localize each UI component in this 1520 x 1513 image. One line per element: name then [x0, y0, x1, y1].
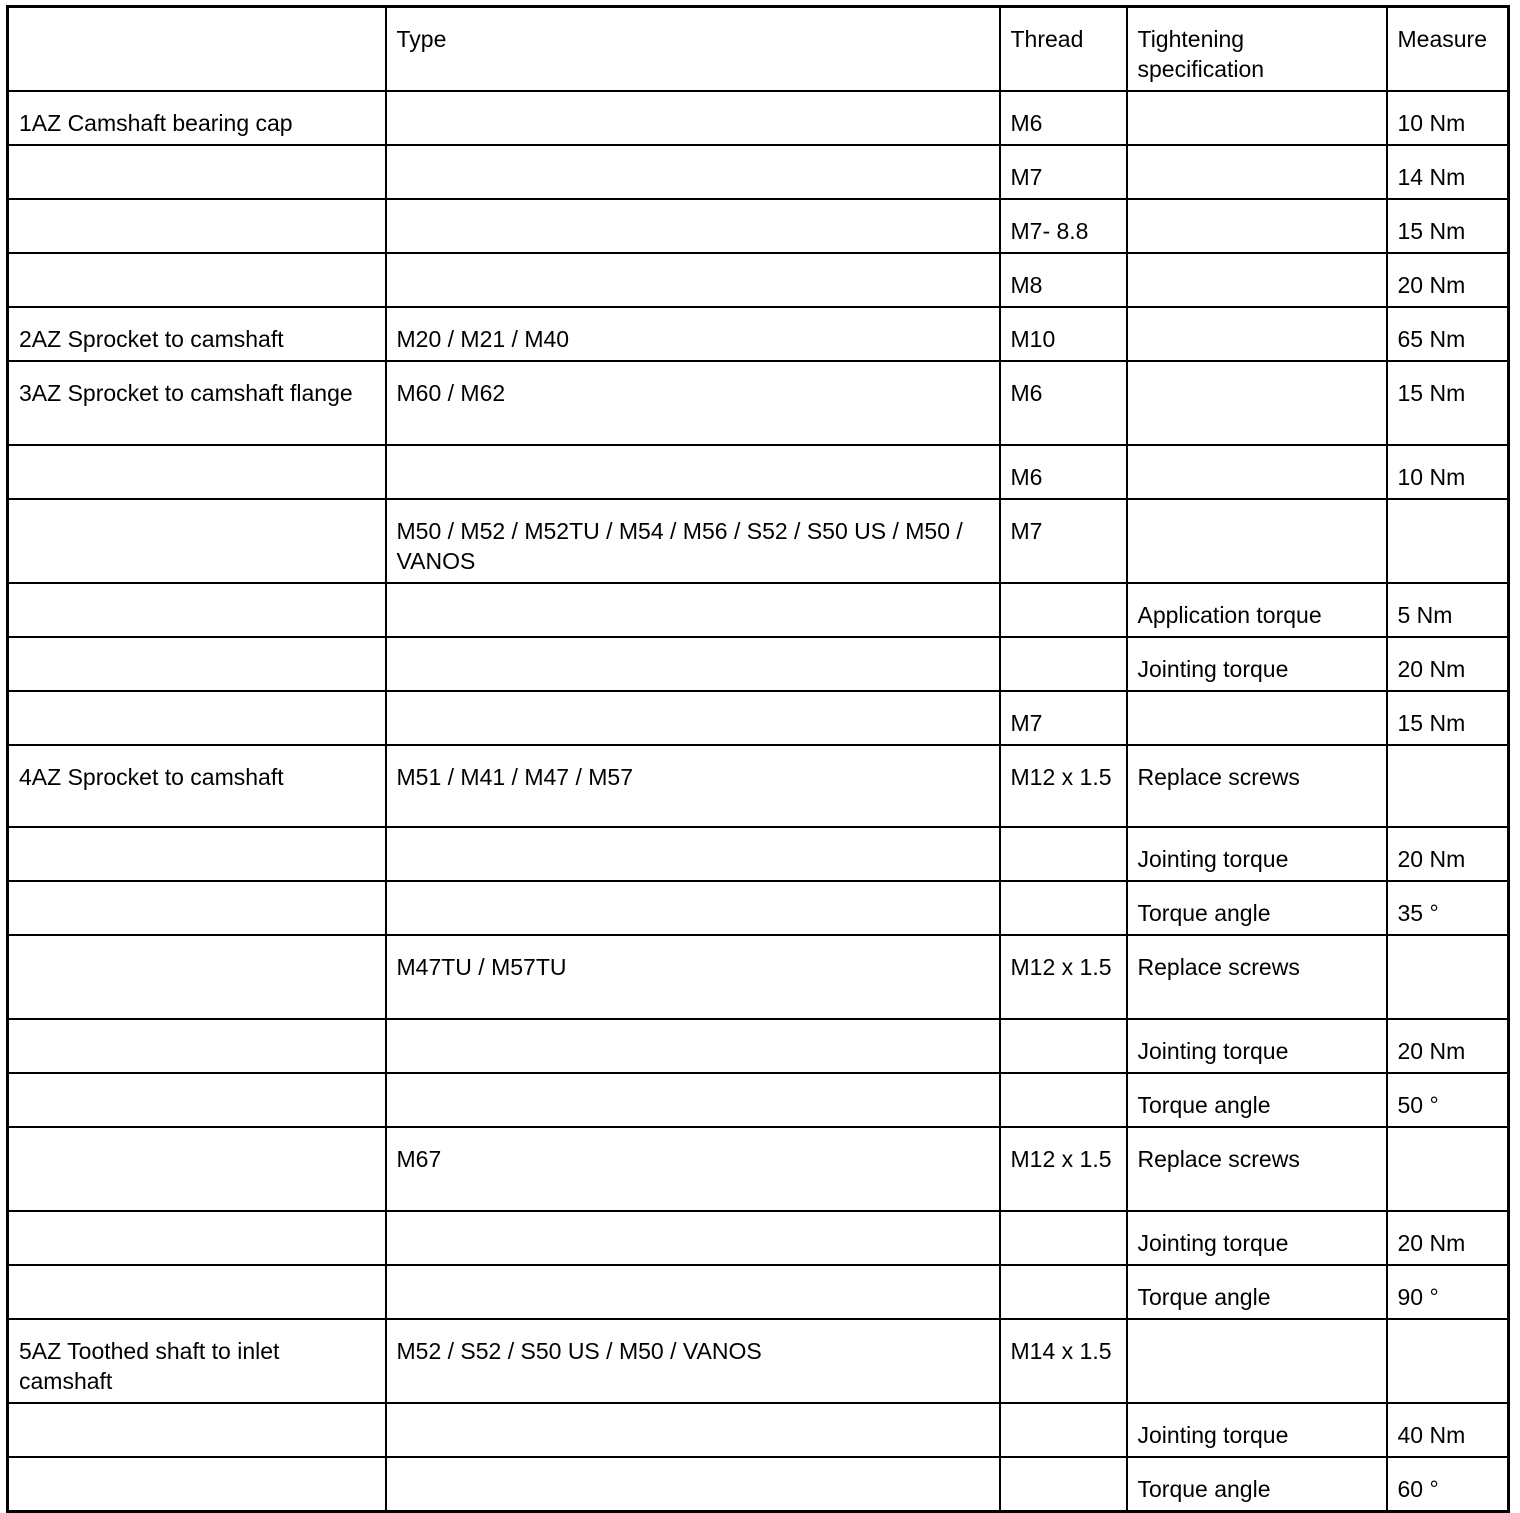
spec-cell [1127, 1319, 1387, 1403]
measure-cell: 15 Nm [1387, 361, 1509, 445]
table-row [8, 827, 1509, 881]
thread-cell: M7 [1000, 691, 1127, 745]
thread-cell [1000, 1019, 1127, 1073]
spec-cell [1127, 145, 1387, 199]
component-cell [8, 637, 386, 691]
table-row [8, 745, 1509, 827]
thread-cell: M14 x 1.5 [1000, 1319, 1127, 1403]
spec-cell [1127, 499, 1387, 583]
spec-cell: Torque angle [1127, 881, 1387, 935]
measure-cell: 35 ° [1387, 881, 1509, 935]
table-row [8, 1265, 1509, 1319]
measure-cell: 10 Nm [1387, 445, 1509, 499]
type-cell [386, 145, 1000, 199]
measure-cell: 15 Nm [1387, 199, 1509, 253]
type-cell [386, 91, 1000, 145]
type-cell [386, 1403, 1000, 1457]
component-cell: 3AZ Sprocket to camshaft flange [8, 361, 386, 445]
type-cell [386, 253, 1000, 307]
table-row [8, 881, 1509, 935]
table-row [8, 145, 1509, 199]
thread-cell: M6 [1000, 361, 1127, 445]
spec-cell: Application torque [1127, 583, 1387, 637]
component-cell [8, 1073, 386, 1127]
spec-cell: Torque angle [1127, 1073, 1387, 1127]
type-cell [386, 445, 1000, 499]
spec-cell: Replace screws [1127, 1127, 1387, 1211]
component-cell [8, 1265, 386, 1319]
spec-cell [1127, 361, 1387, 445]
thread-cell: M6 [1000, 91, 1127, 145]
table-row [8, 935, 1509, 1019]
type-cell: M60 / M62 [386, 361, 1000, 445]
thread-cell: M10 [1000, 307, 1127, 361]
spec-cell [1127, 691, 1387, 745]
type-cell [386, 691, 1000, 745]
measure-cell: 40 Nm [1387, 1403, 1509, 1457]
spec-cell: Jointing torque [1127, 1403, 1387, 1457]
component-cell [8, 583, 386, 637]
measure-cell: 20 Nm [1387, 1211, 1509, 1265]
header-spec: Tightening specification [1127, 7, 1387, 92]
spec-cell: Jointing torque [1127, 1019, 1387, 1073]
table-row [8, 1211, 1509, 1265]
component-cell [8, 1019, 386, 1073]
measure-cell: 20 Nm [1387, 827, 1509, 881]
component-cell [8, 827, 386, 881]
thread-cell [1000, 583, 1127, 637]
component-cell [8, 199, 386, 253]
thread-cell [1000, 1211, 1127, 1265]
type-cell [386, 583, 1000, 637]
table-row [8, 499, 1509, 583]
spec-cell: Torque angle [1127, 1457, 1387, 1512]
measure-cell: 10 Nm [1387, 91, 1509, 145]
component-cell [8, 1127, 386, 1211]
measure-cell: 60 ° [1387, 1457, 1509, 1512]
component-cell: 1AZ Camshaft bearing cap [8, 91, 386, 145]
thread-cell [1000, 881, 1127, 935]
component-cell [8, 1457, 386, 1512]
torque-spec-table [6, 5, 1510, 1513]
measure-cell [1387, 1127, 1509, 1211]
type-cell [386, 881, 1000, 935]
measure-cell: 20 Nm [1387, 1019, 1509, 1073]
thread-cell: M12 x 1.5 [1000, 935, 1127, 1019]
component-cell [8, 499, 386, 583]
component-cell [8, 691, 386, 745]
header-row [8, 7, 1509, 92]
measure-cell: 65 Nm [1387, 307, 1509, 361]
measure-cell [1387, 1319, 1509, 1403]
type-cell [386, 1211, 1000, 1265]
header-measure: Measure [1387, 7, 1509, 92]
type-cell: M67 [386, 1127, 1000, 1211]
spec-cell: Replace screws [1127, 935, 1387, 1019]
component-cell: 5AZ Toothed shaft to inlet camshaft [8, 1319, 386, 1403]
measure-cell: 20 Nm [1387, 253, 1509, 307]
measure-cell [1387, 935, 1509, 1019]
spec-cell [1127, 91, 1387, 145]
table-row [8, 307, 1509, 361]
table-row [8, 691, 1509, 745]
type-cell: M20 / M21 / M40 [386, 307, 1000, 361]
thread-cell: M12 x 1.5 [1000, 1127, 1127, 1211]
type-cell: M51 / M41 / M47 / M57 [386, 745, 1000, 827]
component-cell [8, 145, 386, 199]
component-cell [8, 1211, 386, 1265]
thread-cell [1000, 1457, 1127, 1512]
component-cell: 2AZ Sprocket to camshaft [8, 307, 386, 361]
spec-cell: Jointing torque [1127, 827, 1387, 881]
spec-cell [1127, 307, 1387, 361]
measure-cell [1387, 499, 1509, 583]
measure-cell: 5 Nm [1387, 583, 1509, 637]
table-row [8, 253, 1509, 307]
header-type: Type [386, 7, 1000, 92]
header-component [8, 7, 386, 92]
thread-cell [1000, 1265, 1127, 1319]
thread-cell: M7 [1000, 499, 1127, 583]
table-row [8, 637, 1509, 691]
component-cell [8, 445, 386, 499]
table-row [8, 1319, 1509, 1403]
type-cell [386, 827, 1000, 881]
spec-cell: Torque angle [1127, 1265, 1387, 1319]
table-row [8, 445, 1509, 499]
table-row [8, 1403, 1509, 1457]
type-cell [386, 1457, 1000, 1512]
type-cell [386, 1019, 1000, 1073]
table-row [8, 91, 1509, 145]
component-cell [8, 1403, 386, 1457]
spec-cell: Jointing torque [1127, 1211, 1387, 1265]
table-row [8, 1127, 1509, 1211]
type-cell: M52 / S52 / S50 US / M50 / VANOS [386, 1319, 1000, 1403]
table-row [8, 583, 1509, 637]
component-cell [8, 935, 386, 1019]
table-row [8, 361, 1509, 445]
thread-cell: M7- 8.8 [1000, 199, 1127, 253]
type-cell [386, 637, 1000, 691]
component-cell [8, 253, 386, 307]
thread-cell [1000, 1403, 1127, 1457]
type-cell: M47TU / M57TU [386, 935, 1000, 1019]
measure-cell: 20 Nm [1387, 637, 1509, 691]
spec-cell [1127, 199, 1387, 253]
thread-cell: M7 [1000, 145, 1127, 199]
thread-cell: M8 [1000, 253, 1127, 307]
measure-cell: 14 Nm [1387, 145, 1509, 199]
table-row [8, 1073, 1509, 1127]
measure-cell: 50 ° [1387, 1073, 1509, 1127]
header-thread: Thread [1000, 7, 1127, 92]
table-row [8, 1457, 1509, 1512]
thread-cell: M12 x 1.5 [1000, 745, 1127, 827]
component-cell: 4AZ Sprocket to camshaft [8, 745, 386, 827]
spec-cell: Replace screws [1127, 745, 1387, 827]
type-cell: M50 / M52 / M52TU / M54 / M56 / S52 / S50 US / M50 / VANOS [386, 499, 1000, 583]
spec-cell [1127, 253, 1387, 307]
table-row [8, 199, 1509, 253]
spec-cell: Jointing torque [1127, 637, 1387, 691]
measure-cell [1387, 745, 1509, 827]
thread-cell [1000, 827, 1127, 881]
thread-cell [1000, 637, 1127, 691]
table-row [8, 1019, 1509, 1073]
component-cell [8, 881, 386, 935]
type-cell [386, 1073, 1000, 1127]
type-cell [386, 199, 1000, 253]
thread-cell [1000, 1073, 1127, 1127]
thread-cell: M6 [1000, 445, 1127, 499]
type-cell [386, 1265, 1000, 1319]
measure-cell: 15 Nm [1387, 691, 1509, 745]
spec-cell [1127, 445, 1387, 499]
measure-cell: 90 ° [1387, 1265, 1509, 1319]
